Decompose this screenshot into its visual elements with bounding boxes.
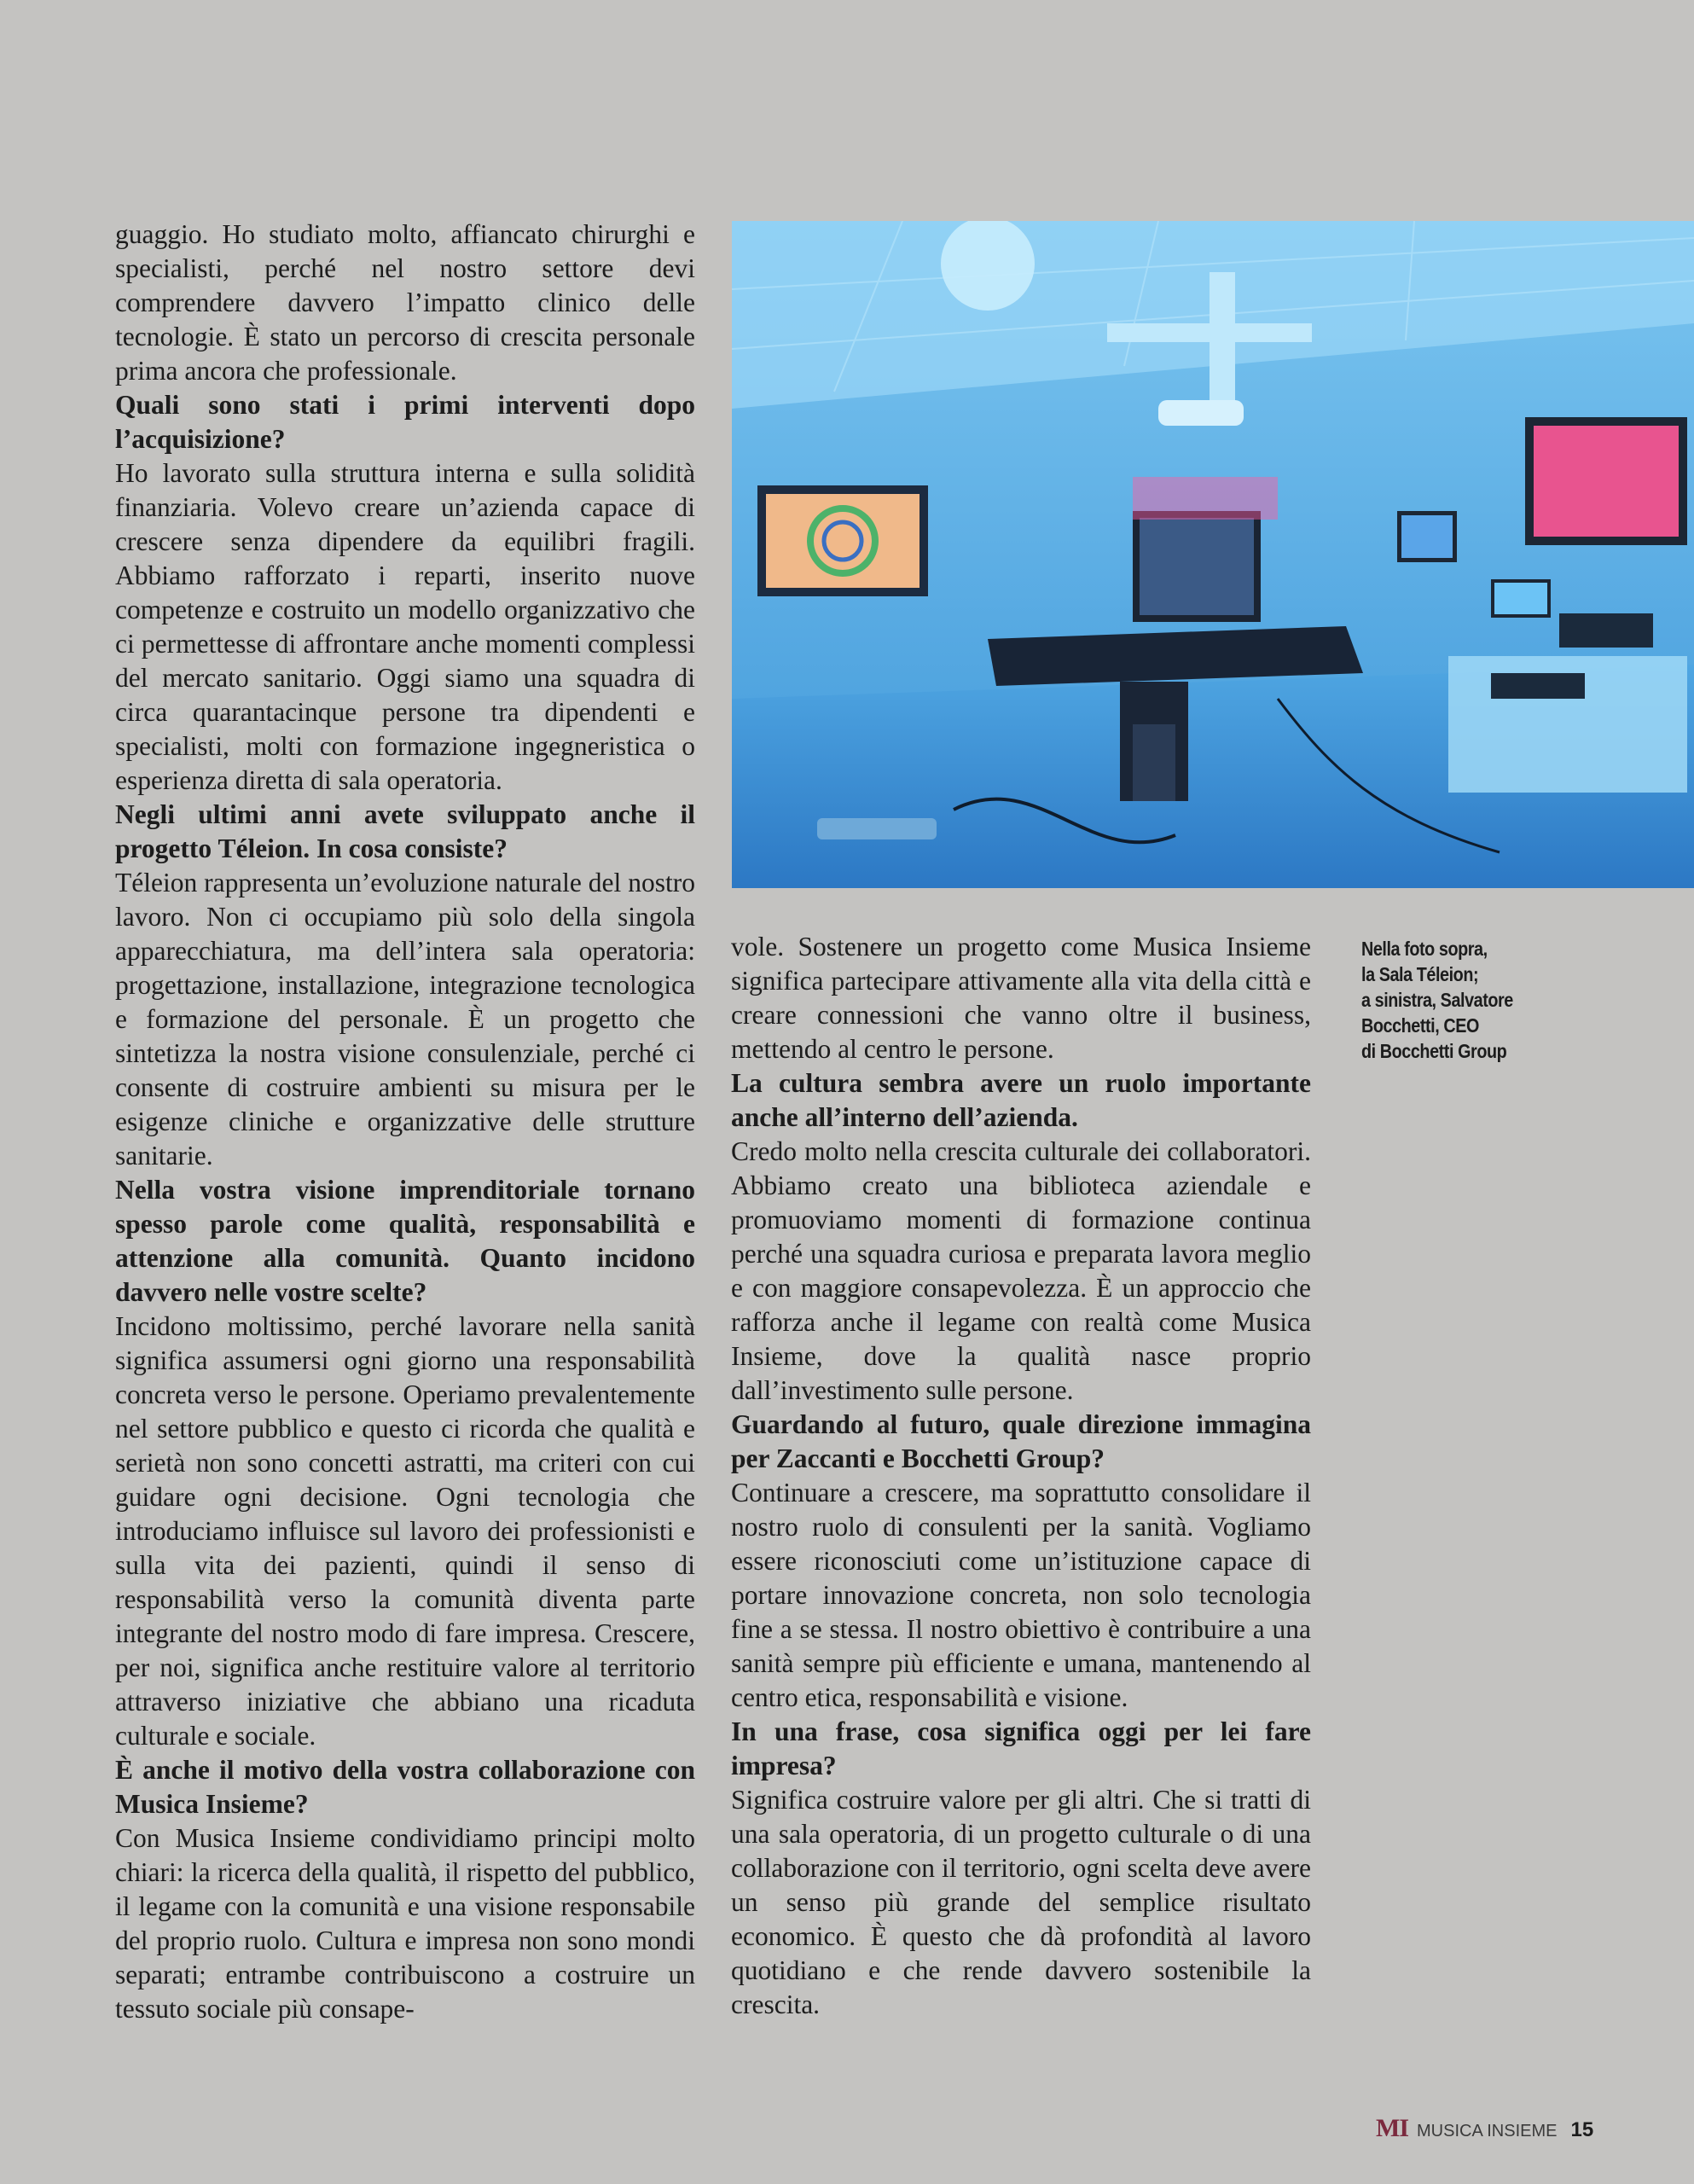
question-heading: Quali sono stati i primi interventi dopo l’acquisizione? <box>115 390 695 454</box>
caption-line: la Sala Téleion; <box>1361 963 1479 985</box>
question-heading: È anche il motivo della vostra collaborazione con Musica Insieme? <box>115 1755 695 1819</box>
paragraph: guaggio. Ho studiato molto, affiancato chirurghi e specialisti, perché nel nostro settore devi comprendere davvero l’impatto clinico delle tecnologie. È stato un percorso di crescita personale prima ancora che professionale. <box>115 219 695 386</box>
paragraph: Ho lavorato sulla struttura interna e sulla solidità finanziaria. Volevo creare un’azienda capace di crescere senza dipendere da equilibri fragili. Abbiamo rafforzato i reparti, inserito nuove competenze e costruito un modello organizzativo che ci permettesse di affrontare anche momenti complessi del mercato sanitario. Oggi siamo una squadra di circa quarantacinque persone tra dipendenti e specialisti, molti con formazione ingegneristica o esperienza diretta di sala operatoria. <box>115 458 695 795</box>
caption-line: a sinistra, Salvatore <box>1361 989 1513 1011</box>
operating-room-photo <box>732 221 1694 888</box>
magazine-logo: MI <box>1376 2114 1408 2142</box>
paragraph: Incidono moltissimo, perché lavorare nella sanità significa assumersi ogni giorno una responsabilità concreta verso le persone. Operiamo prevalentemente nel settore pubblico e questo ci ricorda che qualità e serietà non sono concetti astratti, ma criteri con cui guidare ogni decisione. Ogni tecnologia che introduciamo influisce sul lavoro dei professionisti e sulla vita dei pazienti, quindi il senso di responsabilità verso la comunità diventa parte integrante del nostro modo di fare impresa. Crescere, per noi, significa anche restituire valore al territorio attraverso iniziative che abbiano una ricaduta culturale e sociale. <box>115 1311 695 1751</box>
caption-line: Bocchetti, CEO <box>1361 1014 1479 1037</box>
question-heading: Guardando al futuro, quale direzione immagina per Zaccanti e Bocchetti Group? <box>731 1409 1311 1473</box>
photo-caption <box>1361 936 1537 1064</box>
paragraph: Significa costruire valore per gli altri. Che si tratti di una sala operatoria, di un progetto culturale o di una collaborazione con il territorio, ogni scelta deve avere un senso più grande del semplice risultato economico. È questo che dà profondità al lavoro quotidiano e che rende davvero sostenibile la crescita. <box>731 1785 1311 2019</box>
page-footer <box>1376 2114 1593 2143</box>
paragraph: Con Musica Insieme condividiamo principi molto chiari: la ricerca della qualità, il rispetto del pubblico, il legame con la comunità e una visione responsabile del proprio ruolo. Cultura e impresa non sono mondi separati; entrambe contribuiscono a costruire un tessuto sociale più consape- <box>115 1823 695 2024</box>
question-heading: La cultura sembra avere un ruolo importante anche all’interno dell’azienda. <box>731 1068 1311 1132</box>
question-heading: In una frase, cosa significa oggi per lei fare impresa? <box>731 1716 1311 1780</box>
paragraph: Téleion rappresenta un’evoluzione naturale del nostro lavoro. Non ci occupiamo più solo della singola apparecchiatura, ma dell’intera sala operatoria: progettazione, installazione, integrazione tecnologica e formazione del personale. È un progetto che sintetizza la nostra visione consulenziale, perché ci consente di costruire ambienti su misura per le esigenze cliniche e organizzative delle strutture sanitarie. <box>115 868 695 1170</box>
question-heading: Negli ultimi anni avete sviluppato anche il progetto Téleion. In cosa consiste? <box>115 799 695 863</box>
article-column-middle <box>731 930 1311 2022</box>
caption-line: di Bocchetti Group <box>1361 1040 1507 1062</box>
article-column-left <box>115 218 695 2026</box>
magazine-name: MUSICA INSIEME <box>1417 2122 1558 2140</box>
page-number: 15 <box>1570 2118 1594 2141</box>
paragraph: Continuare a crescere, ma soprattutto consolidare il nostro ruolo di consulenti per la sanità. Vogliamo essere riconosciuti come un’istituzione capace di portare innovazione concreta, non solo tecnologia fine a se stessa. Il nostro obiettivo è contribuire a una sanità sempre più efficiente e umana, mantenendo al centro etica, responsabilità e visione. <box>731 1478 1311 1712</box>
caption-line: Nella foto sopra, <box>1361 938 1488 960</box>
paragraph: Credo molto nella crescita culturale dei collaboratori. Abbiamo creato una biblioteca aziendale e promuoviamo momenti di formazione continua perché una squadra curiosa e preparata lavora meglio e con maggiore consapevolezza. È un approccio che rafforza anche il legame con realtà come Musica Insieme, dove la qualità nasce proprio dall’investimento sulle persone. <box>731 1136 1311 1405</box>
question-heading: Nella vostra visione imprenditoriale tornano spesso parole come qualità, responsabilità e attenzione alla comunità. Quanto incidono davvero nelle vostre scelte? <box>115 1175 695 1307</box>
operating-room-illustration <box>732 221 1694 888</box>
paragraph: vole. Sostenere un progetto come Musica Insieme significa partecipare attivamente alla vita della città e creare connessioni che vanno oltre il business, mettendo al centro le persone. <box>731 932 1311 1064</box>
